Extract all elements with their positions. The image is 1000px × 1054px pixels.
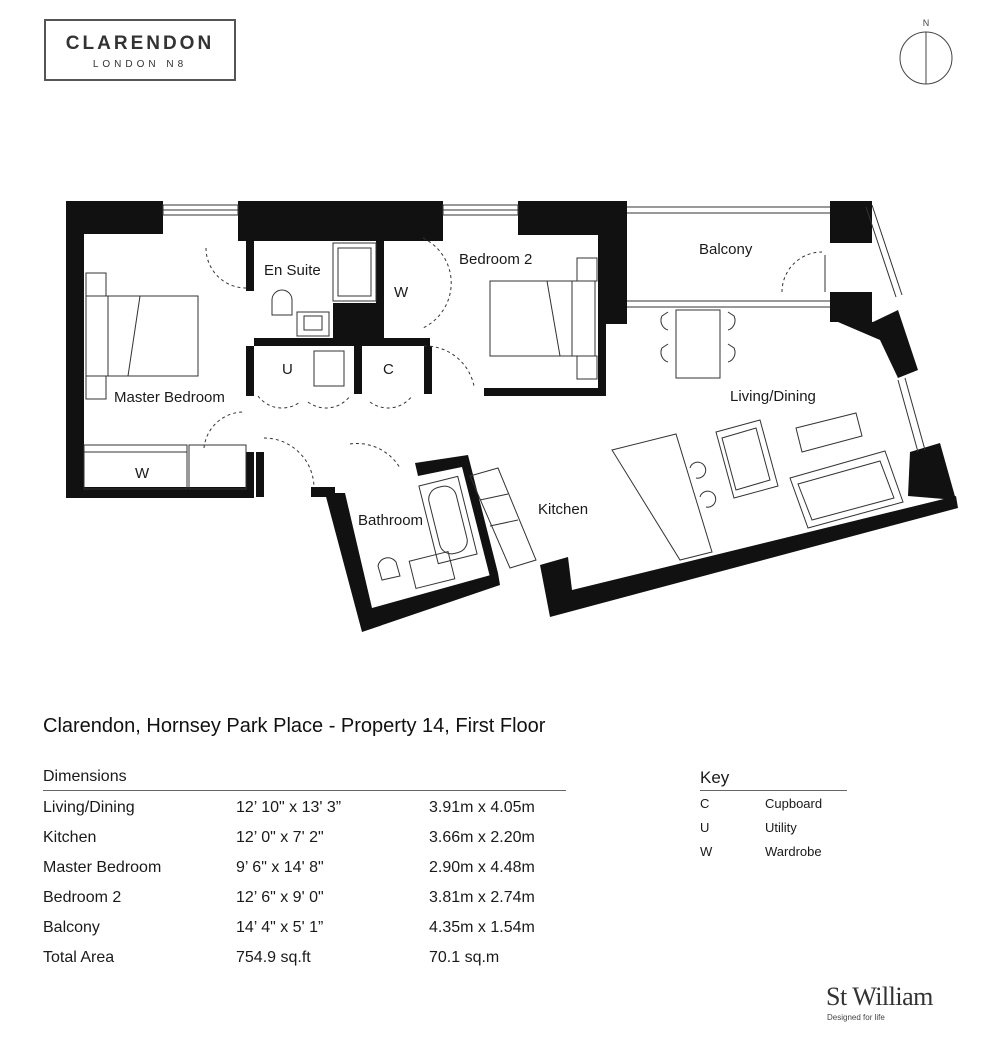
room-label-balcony: Balcony (699, 241, 753, 258)
key-code: W (700, 844, 713, 859)
dimension-room: Total Area (43, 949, 115, 966)
key-meaning: Cupboard (765, 796, 823, 811)
dimensions-row (43, 829, 603, 853)
key-heading: Key (700, 768, 730, 787)
dimension-imperial: 9’ 6" x 14' 8" (236, 859, 324, 876)
dimension-imperial: 14’ 4" x 5' 1” (236, 919, 324, 936)
room-label-bathroom: Bathroom (358, 512, 424, 529)
key-meaning: Wardrobe (765, 844, 822, 859)
dimensions-row (43, 919, 603, 943)
room-label-wardrobe-upper: W (394, 284, 409, 301)
dimension-room: Master Bedroom (43, 859, 162, 876)
dimension-imperial: 12’ 10" x 13' 3” (236, 799, 342, 816)
dimensions-row (43, 889, 603, 913)
dimension-metric: 2.90m x 4.48m (429, 859, 535, 876)
key-code: U (700, 820, 710, 835)
dimension-imperial: 12’ 0" x 7' 2" (236, 829, 324, 846)
room-label-kitchen: Kitchen (538, 501, 589, 518)
room-label-en-suite: En Suite (264, 262, 321, 279)
st-william-logo: St William (826, 982, 933, 1011)
key-divider (700, 790, 847, 791)
key-code: C (700, 796, 710, 811)
logo-name: CLARENDON (65, 33, 215, 54)
dimensions-row-total (43, 949, 603, 973)
dimensions-heading: Dimensions (43, 768, 127, 785)
dimension-metric: 3.66m x 2.20m (429, 829, 535, 846)
dimension-imperial: 12’ 6" x 9' 0" (236, 889, 324, 906)
dimension-metric: 3.81m x 2.74m (429, 889, 535, 906)
dimension-room: Living/Dining (43, 799, 135, 816)
brand-tagline: Designed for life (827, 1013, 885, 1022)
key-meaning: Utility (765, 820, 797, 835)
dimensions-row (43, 799, 603, 823)
furniture (84, 243, 903, 588)
dimension-room: Bedroom 2 (43, 889, 122, 906)
room-label-utility: U (282, 361, 293, 378)
room-label-bedroom-2: Bedroom 2 (459, 251, 533, 268)
dimensions-row (43, 859, 603, 883)
logo-subtitle: LONDON N8 (92, 59, 188, 70)
room-label-living-dining: Living/Dining (730, 388, 816, 405)
dimension-metric: 70.1 sq.m (429, 949, 500, 966)
room-label-master-bedroom: Master Bedroom (114, 389, 225, 406)
dimension-room: Balcony (43, 919, 100, 936)
dimensions-divider (43, 790, 566, 791)
dimension-room: Kitchen (43, 829, 97, 846)
compass-north-label: N (922, 18, 930, 28)
dimension-metric: 3.91m x 4.05m (429, 799, 535, 816)
dimension-metric: 4.35m x 1.54m (429, 919, 535, 936)
property-title: Clarendon, Hornsey Park Place - Property 14, First Floor (43, 715, 546, 737)
room-label-wardrobe-lower: W (135, 465, 150, 482)
dimension-imperial: 754.9 sq.ft (236, 949, 311, 966)
windows (163, 205, 925, 452)
room-label-cupboard: C (383, 361, 394, 378)
